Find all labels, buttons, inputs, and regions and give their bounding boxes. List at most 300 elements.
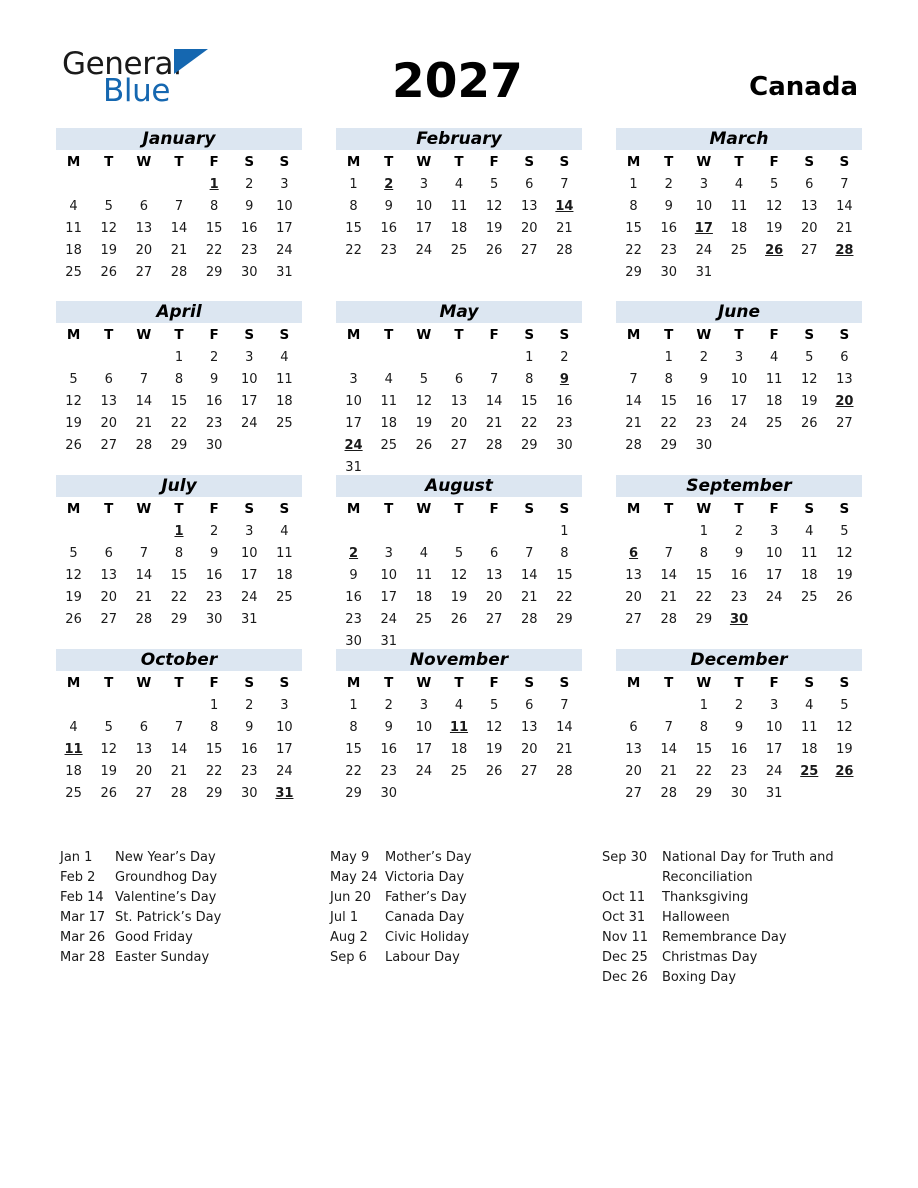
day-cell[interactable]: 20: [521, 220, 538, 236]
day-cell[interactable]: 1: [349, 176, 358, 192]
day-cell[interactable]: 23: [205, 589, 223, 605]
day-cell[interactable]: 13: [625, 741, 642, 757]
day-cell[interactable]: 18: [450, 220, 468, 236]
day-cell[interactable]: 2: [664, 176, 673, 192]
day-cell[interactable]: 19: [836, 567, 853, 583]
day-cell[interactable]: 2: [384, 697, 393, 713]
day-cell[interactable]: 15: [625, 220, 642, 236]
day-cell[interactable]: 9: [349, 567, 358, 583]
day-cell[interactable]: 8: [349, 198, 358, 214]
day-cell[interactable]: 21: [660, 589, 677, 605]
day-cell[interactable]: 27: [625, 611, 642, 627]
day-cell[interactable]: 17: [241, 567, 258, 583]
day-cell[interactable]: 22: [660, 415, 677, 431]
day-cell[interactable]: 10: [415, 719, 433, 735]
day-cell[interactable]: 4: [419, 545, 428, 561]
day-cell[interactable]: 25: [450, 242, 468, 258]
day-cell[interactable]: 21: [485, 415, 503, 431]
day-cell[interactable]: 5: [104, 719, 113, 735]
day-cell[interactable]: 29: [521, 437, 538, 453]
day-cell[interactable]: 5: [489, 176, 499, 192]
day-cell[interactable]: 19: [485, 741, 503, 757]
day-cell[interactable]: 7: [664, 719, 673, 735]
day-cell[interactable]: 18: [415, 589, 433, 605]
day-cell[interactable]: 12: [836, 545, 853, 561]
day-cell[interactable]: 15: [345, 220, 362, 236]
day-cell[interactable]: 22: [345, 242, 362, 258]
day-cell[interactable]: 2: [734, 697, 744, 713]
day-cell[interactable]: 20: [485, 589, 503, 605]
day-cell[interactable]: 22: [170, 415, 188, 431]
day-cell[interactable]: 5: [840, 697, 849, 713]
day-cell[interactable]: 21: [170, 242, 188, 258]
day-cell[interactable]: 4: [454, 176, 464, 192]
day-cell[interactable]: 9: [699, 371, 708, 387]
day-cell[interactable]: 17: [765, 567, 783, 583]
day-cell[interactable]: 26: [100, 785, 117, 801]
day-cell[interactable]: 12: [100, 741, 117, 757]
day-cell[interactable]: 17: [276, 741, 293, 757]
day-cell[interactable]: 14: [170, 741, 188, 757]
day-cell[interactable]: 5: [769, 176, 779, 192]
day-cell-holiday[interactable]: 26: [835, 763, 854, 779]
day-cell[interactable]: 26: [100, 264, 117, 280]
day-cell[interactable]: 10: [276, 719, 293, 735]
day-cell[interactable]: 6: [139, 198, 148, 214]
day-cell[interactable]: 21: [135, 415, 153, 431]
day-cell[interactable]: 26: [415, 437, 433, 453]
day-cell[interactable]: 16: [730, 567, 748, 583]
day-cell[interactable]: 25: [415, 611, 433, 627]
day-cell[interactable]: 12: [801, 371, 818, 387]
day-cell[interactable]: 6: [805, 176, 814, 192]
day-cell[interactable]: 7: [174, 198, 184, 214]
day-cell[interactable]: 11: [450, 198, 468, 214]
day-cell[interactable]: 10: [415, 198, 433, 214]
day-cell[interactable]: 23: [345, 611, 362, 627]
day-cell[interactable]: 9: [209, 545, 219, 561]
day-cell[interactable]: 18: [65, 763, 82, 779]
day-cell[interactable]: 25: [801, 589, 818, 605]
day-cell[interactable]: 24: [415, 242, 433, 258]
day-cell[interactable]: 29: [556, 611, 573, 627]
day-cell[interactable]: 26: [801, 415, 818, 431]
day-cell[interactable]: 24: [241, 589, 258, 605]
day-cell[interactable]: 4: [280, 349, 289, 365]
day-cell[interactable]: 3: [419, 176, 428, 192]
day-cell[interactable]: 7: [139, 371, 148, 387]
day-cell[interactable]: 6: [629, 719, 638, 735]
day-cell[interactable]: 8: [664, 371, 673, 387]
day-cell[interactable]: 24: [380, 611, 397, 627]
day-cell[interactable]: 5: [69, 545, 78, 561]
day-cell[interactable]: 22: [205, 763, 223, 779]
day-cell[interactable]: 22: [695, 589, 713, 605]
day-cell[interactable]: 18: [276, 567, 293, 583]
day-cell[interactable]: 17: [241, 393, 258, 409]
day-cell[interactable]: 10: [345, 393, 362, 409]
day-cell[interactable]: 10: [241, 371, 258, 387]
day-cell[interactable]: 29: [660, 437, 677, 453]
day-cell[interactable]: 20: [801, 220, 818, 236]
day-cell[interactable]: 8: [699, 545, 708, 561]
day-cell[interactable]: 28: [170, 264, 188, 280]
day-cell[interactable]: 8: [699, 719, 708, 735]
day-cell[interactable]: 12: [485, 719, 503, 735]
day-cell[interactable]: 24: [276, 242, 293, 258]
day-cell[interactable]: 9: [384, 198, 393, 214]
day-cell[interactable]: 3: [245, 349, 254, 365]
day-cell[interactable]: 3: [699, 176, 708, 192]
day-cell-holiday[interactable]: 30: [729, 611, 749, 627]
day-cell[interactable]: 4: [805, 523, 814, 539]
day-cell[interactable]: 12: [65, 567, 82, 583]
day-cell[interactable]: 25: [450, 763, 468, 779]
day-cell[interactable]: 27: [450, 437, 468, 453]
day-cell[interactable]: 16: [205, 393, 223, 409]
day-cell[interactable]: 1: [699, 523, 708, 539]
day-cell[interactable]: 6: [525, 176, 534, 192]
day-cell[interactable]: 24: [695, 242, 713, 258]
day-cell[interactable]: 15: [170, 567, 188, 583]
day-cell[interactable]: 19: [100, 763, 117, 779]
day-cell[interactable]: 23: [556, 415, 573, 431]
day-cell[interactable]: 3: [384, 545, 393, 561]
day-cell[interactable]: 16: [660, 220, 677, 236]
day-cell[interactable]: 9: [734, 719, 744, 735]
day-cell[interactable]: 15: [695, 567, 713, 583]
day-cell[interactable]: 27: [135, 785, 153, 801]
day-cell[interactable]: 27: [521, 242, 538, 258]
day-cell[interactable]: 22: [170, 589, 188, 605]
day-cell[interactable]: 8: [560, 545, 569, 561]
day-cell[interactable]: 23: [730, 589, 748, 605]
day-cell[interactable]: 3: [280, 697, 289, 713]
day-cell[interactable]: 24: [276, 763, 293, 779]
day-cell[interactable]: 20: [450, 415, 468, 431]
day-cell[interactable]: 27: [100, 611, 117, 627]
day-cell[interactable]: 1: [209, 697, 219, 713]
day-cell[interactable]: 2: [734, 523, 744, 539]
day-cell[interactable]: 28: [521, 611, 538, 627]
day-cell[interactable]: 16: [556, 393, 573, 409]
day-cell[interactable]: 21: [521, 589, 538, 605]
day-cell[interactable]: 25: [380, 437, 397, 453]
day-cell[interactable]: 23: [380, 242, 397, 258]
day-cell[interactable]: 14: [135, 393, 153, 409]
day-cell[interactable]: 18: [65, 242, 82, 258]
day-cell[interactable]: 20: [100, 589, 117, 605]
day-cell[interactable]: 1: [664, 349, 673, 365]
day-cell-holiday[interactable]: 6: [629, 545, 639, 561]
day-cell-holiday[interactable]: 14: [555, 198, 574, 214]
day-cell[interactable]: 23: [695, 415, 713, 431]
day-cell[interactable]: 11: [276, 545, 293, 561]
day-cell[interactable]: 16: [730, 741, 748, 757]
day-cell[interactable]: 3: [419, 697, 428, 713]
day-cell[interactable]: 12: [765, 198, 783, 214]
day-cell[interactable]: 18: [450, 741, 468, 757]
day-cell[interactable]: 28: [556, 242, 573, 258]
day-cell[interactable]: 17: [730, 393, 748, 409]
day-cell[interactable]: 30: [660, 264, 677, 280]
day-cell-holiday[interactable]: 2: [349, 545, 359, 561]
day-cell[interactable]: 16: [205, 567, 223, 583]
day-cell[interactable]: 26: [65, 437, 82, 453]
day-cell[interactable]: 5: [419, 371, 428, 387]
day-cell[interactable]: 4: [69, 719, 78, 735]
day-cell[interactable]: 30: [205, 611, 223, 627]
day-cell[interactable]: 24: [415, 763, 433, 779]
day-cell[interactable]: 13: [135, 220, 153, 236]
day-cell[interactable]: 12: [100, 220, 117, 236]
day-cell-holiday[interactable]: 2: [384, 176, 394, 192]
day-cell[interactable]: 23: [241, 763, 258, 779]
day-cell-holiday[interactable]: 31: [275, 785, 294, 801]
day-cell[interactable]: 7: [560, 176, 569, 192]
day-cell[interactable]: 13: [801, 198, 818, 214]
day-cell[interactable]: 10: [765, 719, 783, 735]
day-cell[interactable]: 3: [769, 523, 779, 539]
day-cell[interactable]: 1: [629, 176, 638, 192]
day-cell[interactable]: 6: [139, 719, 148, 735]
day-cell[interactable]: 29: [695, 785, 713, 801]
day-cell[interactable]: 23: [380, 763, 397, 779]
day-cell[interactable]: 5: [69, 371, 78, 387]
day-cell-holiday[interactable]: 24: [344, 437, 363, 453]
day-cell[interactable]: 15: [695, 741, 713, 757]
day-cell[interactable]: 26: [836, 589, 853, 605]
day-cell[interactable]: 9: [245, 198, 254, 214]
day-cell[interactable]: 24: [730, 415, 748, 431]
day-cell[interactable]: 14: [625, 393, 642, 409]
day-cell[interactable]: 1: [560, 523, 569, 539]
day-cell[interactable]: 4: [805, 697, 814, 713]
day-cell[interactable]: 10: [380, 567, 397, 583]
day-cell-holiday[interactable]: 1: [209, 176, 219, 192]
day-cell[interactable]: 25: [65, 785, 82, 801]
day-cell[interactable]: 4: [384, 371, 393, 387]
day-cell[interactable]: 3: [280, 176, 289, 192]
day-cell[interactable]: 11: [765, 371, 783, 387]
day-cell[interactable]: 21: [135, 589, 153, 605]
day-cell[interactable]: 28: [135, 437, 153, 453]
day-cell[interactable]: 8: [349, 719, 358, 735]
day-cell[interactable]: 19: [65, 415, 82, 431]
day-cell[interactable]: 27: [625, 785, 642, 801]
day-cell[interactable]: 6: [104, 371, 113, 387]
day-cell[interactable]: 28: [135, 611, 153, 627]
day-cell[interactable]: 19: [801, 393, 818, 409]
day-cell[interactable]: 10: [695, 198, 713, 214]
day-cell[interactable]: 4: [69, 198, 78, 214]
day-cell[interactable]: 30: [205, 437, 223, 453]
day-cell[interactable]: 30: [241, 264, 258, 280]
day-cell[interactable]: 14: [521, 567, 538, 583]
day-cell[interactable]: 29: [170, 437, 188, 453]
day-cell[interactable]: 23: [730, 763, 748, 779]
day-cell[interactable]: 4: [454, 697, 464, 713]
day-cell[interactable]: 31: [241, 611, 258, 627]
day-cell[interactable]: 18: [801, 741, 818, 757]
day-cell[interactable]: 21: [556, 220, 573, 236]
day-cell[interactable]: 11: [415, 567, 433, 583]
day-cell[interactable]: 8: [209, 719, 219, 735]
day-cell[interactable]: 24: [241, 415, 258, 431]
day-cell[interactable]: 2: [699, 349, 708, 365]
day-cell[interactable]: 29: [170, 611, 188, 627]
day-cell[interactable]: 9: [245, 719, 254, 735]
day-cell[interactable]: 11: [801, 545, 818, 561]
day-cell[interactable]: 28: [170, 785, 188, 801]
day-cell[interactable]: 30: [556, 437, 573, 453]
day-cell[interactable]: 24: [765, 589, 783, 605]
day-cell[interactable]: 2: [560, 349, 569, 365]
day-cell[interactable]: 21: [660, 763, 677, 779]
day-cell-holiday[interactable]: 1: [174, 523, 184, 539]
day-cell[interactable]: 12: [485, 198, 503, 214]
day-cell[interactable]: 31: [765, 785, 783, 801]
day-cell[interactable]: 13: [521, 719, 538, 735]
day-cell[interactable]: 21: [625, 415, 642, 431]
day-cell[interactable]: 11: [730, 198, 748, 214]
day-cell[interactable]: 26: [450, 611, 468, 627]
day-cell[interactable]: 8: [174, 371, 184, 387]
day-cell[interactable]: 16: [345, 589, 362, 605]
day-cell[interactable]: 7: [139, 545, 148, 561]
day-cell[interactable]: 11: [276, 371, 293, 387]
day-cell[interactable]: 16: [241, 741, 258, 757]
day-cell[interactable]: 23: [241, 242, 258, 258]
day-cell[interactable]: 9: [664, 198, 673, 214]
day-cell[interactable]: 27: [836, 415, 853, 431]
day-cell[interactable]: 19: [415, 415, 433, 431]
day-cell[interactable]: 10: [276, 198, 293, 214]
day-cell[interactable]: 11: [801, 719, 818, 735]
day-cell[interactable]: 5: [489, 697, 499, 713]
day-cell-holiday[interactable]: 9: [559, 371, 569, 387]
day-cell[interactable]: 20: [135, 763, 153, 779]
day-cell-holiday[interactable]: 20: [835, 393, 854, 409]
day-cell[interactable]: 29: [625, 264, 642, 280]
day-cell[interactable]: 28: [485, 437, 503, 453]
day-cell[interactable]: 25: [276, 415, 293, 431]
day-cell-holiday[interactable]: 17: [694, 220, 713, 236]
day-cell[interactable]: 13: [625, 567, 642, 583]
day-cell[interactable]: 29: [205, 264, 223, 280]
day-cell[interactable]: 17: [380, 589, 397, 605]
day-cell[interactable]: 30: [241, 785, 258, 801]
day-cell[interactable]: 15: [556, 567, 573, 583]
day-cell[interactable]: 5: [840, 523, 849, 539]
day-cell[interactable]: 13: [100, 393, 117, 409]
day-cell[interactable]: 31: [276, 264, 293, 280]
day-cell[interactable]: 20: [625, 763, 642, 779]
day-cell-holiday[interactable]: 26: [765, 242, 784, 258]
day-cell[interactable]: 14: [660, 741, 677, 757]
day-cell[interactable]: 26: [485, 763, 503, 779]
day-cell[interactable]: 15: [521, 393, 538, 409]
day-cell[interactable]: 19: [765, 220, 783, 236]
day-cell[interactable]: 13: [450, 393, 468, 409]
day-cell[interactable]: 19: [65, 589, 82, 605]
day-cell[interactable]: 30: [380, 785, 397, 801]
day-cell[interactable]: 18: [801, 567, 818, 583]
day-cell[interactable]: 22: [205, 242, 223, 258]
day-cell[interactable]: 10: [241, 545, 258, 561]
day-cell[interactable]: 3: [769, 697, 779, 713]
day-cell[interactable]: 18: [765, 393, 783, 409]
day-cell[interactable]: 12: [65, 393, 82, 409]
day-cell[interactable]: 13: [521, 198, 538, 214]
day-cell[interactable]: 30: [730, 785, 748, 801]
day-cell[interactable]: 17: [415, 741, 433, 757]
day-cell[interactable]: 14: [556, 719, 573, 735]
day-cell[interactable]: 9: [209, 371, 219, 387]
day-cell[interactable]: 8: [629, 198, 638, 214]
day-cell[interactable]: 13: [485, 567, 503, 583]
day-cell[interactable]: 8: [209, 198, 219, 214]
day-cell[interactable]: 8: [525, 371, 534, 387]
day-cell-holiday[interactable]: 11: [64, 741, 83, 757]
day-cell[interactable]: 6: [489, 545, 499, 561]
day-cell[interactable]: 6: [525, 697, 534, 713]
day-cell[interactable]: 25: [730, 242, 748, 258]
day-cell[interactable]: 3: [349, 371, 358, 387]
day-cell[interactable]: 20: [625, 589, 642, 605]
day-cell[interactable]: 4: [280, 523, 289, 539]
day-cell[interactable]: 28: [625, 437, 642, 453]
day-cell[interactable]: 2: [245, 697, 254, 713]
day-cell[interactable]: 16: [241, 220, 258, 236]
day-cell[interactable]: 19: [485, 220, 503, 236]
day-cell[interactable]: 6: [104, 545, 113, 561]
day-cell[interactable]: 9: [384, 719, 393, 735]
day-cell[interactable]: 5: [454, 545, 464, 561]
day-cell[interactable]: 5: [805, 349, 814, 365]
day-cell[interactable]: 15: [205, 741, 223, 757]
day-cell[interactable]: 31: [380, 633, 397, 649]
day-cell[interactable]: 22: [695, 763, 713, 779]
day-cell[interactable]: 12: [450, 567, 468, 583]
day-cell[interactable]: 31: [345, 459, 362, 475]
day-cell[interactable]: 16: [380, 220, 397, 236]
day-cell[interactable]: 18: [730, 220, 748, 236]
day-cell[interactable]: 5: [104, 198, 113, 214]
day-cell[interactable]: 10: [730, 371, 748, 387]
day-cell[interactable]: 4: [734, 176, 744, 192]
day-cell-holiday[interactable]: 25: [800, 763, 819, 779]
day-cell[interactable]: 20: [135, 242, 153, 258]
day-cell[interactable]: 16: [380, 741, 397, 757]
day-cell[interactable]: 6: [840, 349, 849, 365]
day-cell[interactable]: 8: [174, 545, 184, 561]
day-cell[interactable]: 20: [521, 741, 538, 757]
day-cell[interactable]: 7: [489, 371, 499, 387]
day-cell[interactable]: 10: [765, 545, 783, 561]
day-cell[interactable]: 1: [525, 349, 534, 365]
day-cell[interactable]: 21: [836, 220, 853, 236]
day-cell[interactable]: 19: [450, 589, 468, 605]
day-cell[interactable]: 22: [625, 242, 642, 258]
day-cell[interactable]: 1: [174, 349, 184, 365]
day-cell[interactable]: 27: [135, 264, 153, 280]
day-cell[interactable]: 13: [135, 741, 153, 757]
day-cell[interactable]: 13: [100, 567, 117, 583]
day-cell[interactable]: 22: [521, 415, 538, 431]
day-cell[interactable]: 1: [349, 697, 358, 713]
day-cell[interactable]: 21: [556, 741, 573, 757]
